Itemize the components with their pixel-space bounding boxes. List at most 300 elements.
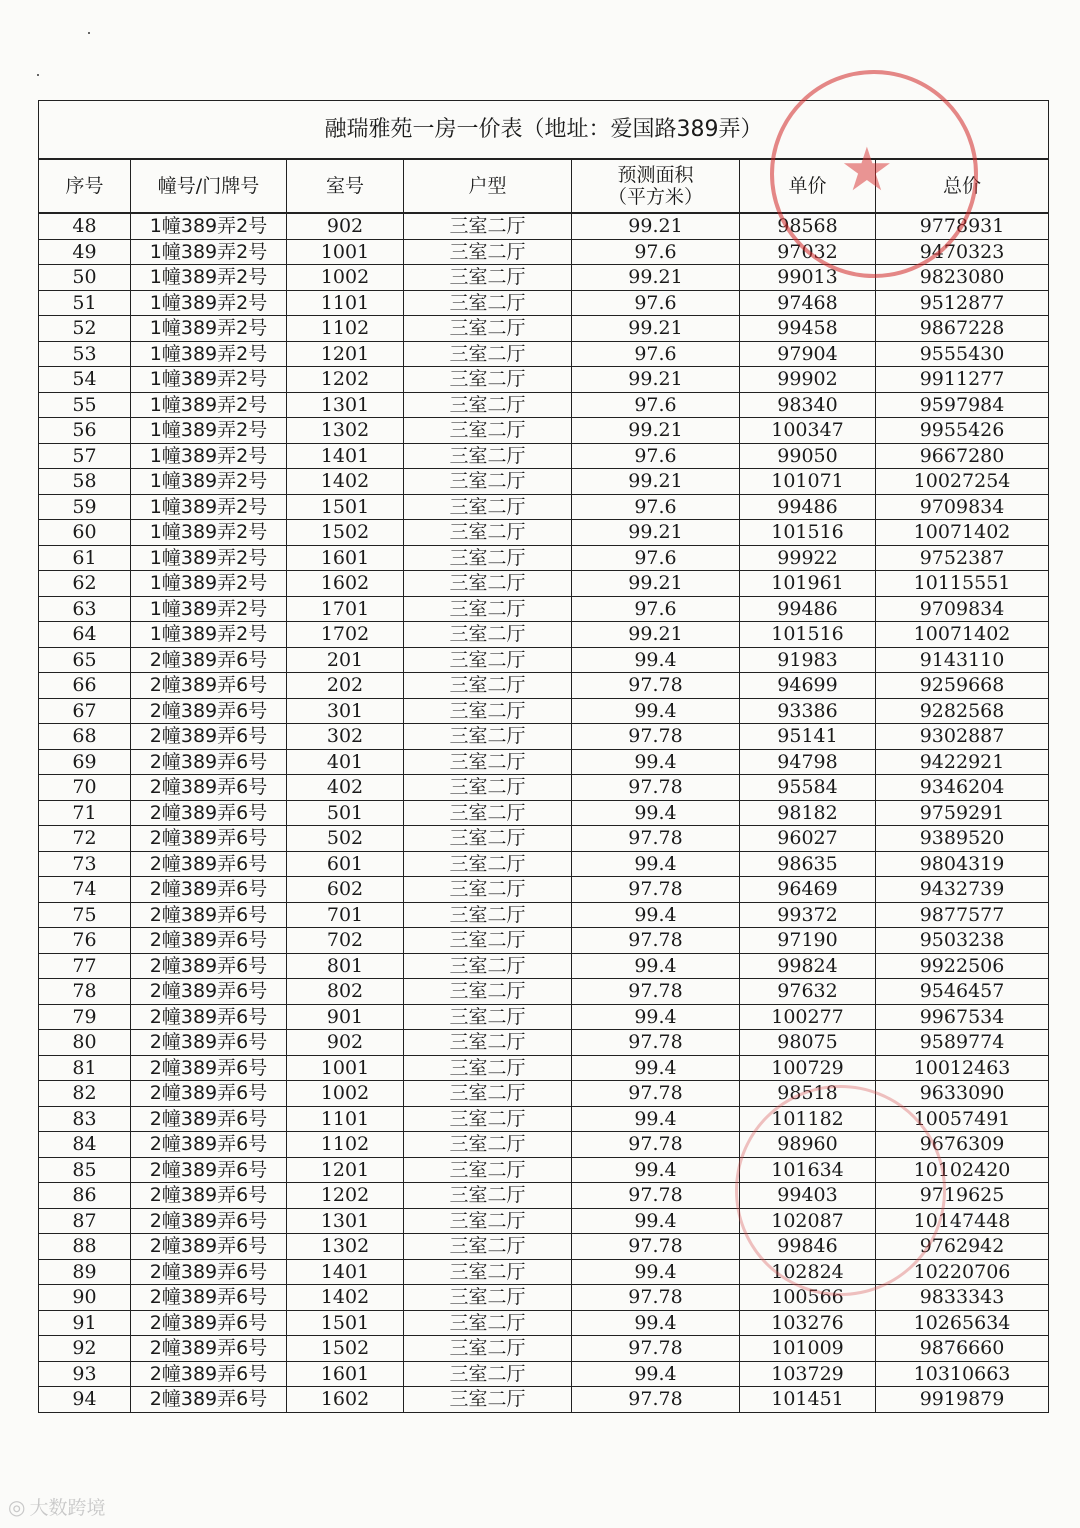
table-row bbox=[39, 1081, 1049, 1107]
cell-room: 702 bbox=[287, 928, 404, 954]
cell-area: 97.78 bbox=[572, 979, 740, 1005]
cell-index: 79 bbox=[39, 1004, 131, 1030]
cell-layout: 三室二厅 bbox=[404, 1055, 572, 1081]
cell-index: 48 bbox=[39, 213, 131, 239]
cell-unit-price: 99372 bbox=[740, 902, 876, 928]
table-row bbox=[39, 213, 1049, 239]
cell-layout: 三室二厅 bbox=[404, 1132, 572, 1158]
cell-unit-price: 98960 bbox=[740, 1132, 876, 1158]
cell-unit-price: 101182 bbox=[740, 1106, 876, 1132]
table-row bbox=[39, 775, 1049, 801]
cell-layout: 三室二厅 bbox=[404, 1387, 572, 1413]
cell-unit-price: 99486 bbox=[740, 596, 876, 622]
cell-index: 77 bbox=[39, 953, 131, 979]
table-row bbox=[39, 239, 1049, 265]
cell-building: 2幢389弄6号 bbox=[131, 979, 287, 1005]
cell-room: 1001 bbox=[287, 1055, 404, 1081]
cell-layout: 三室二厅 bbox=[404, 443, 572, 469]
cell-total-price: 9667280 bbox=[876, 443, 1049, 469]
cell-total-price: 9282568 bbox=[876, 698, 1049, 724]
table-row bbox=[39, 443, 1049, 469]
cell-room: 1602 bbox=[287, 1387, 404, 1413]
cell-index: 74 bbox=[39, 877, 131, 903]
header-index: 序号 bbox=[39, 159, 131, 213]
cell-area: 99.21 bbox=[572, 571, 740, 597]
cell-building: 2幢389弄6号 bbox=[131, 1285, 287, 1311]
cell-unit-price: 98568 bbox=[740, 213, 876, 239]
cell-total-price: 9709834 bbox=[876, 596, 1049, 622]
cell-area: 97.78 bbox=[572, 775, 740, 801]
cell-layout: 三室二厅 bbox=[404, 724, 572, 750]
cell-index: 67 bbox=[39, 698, 131, 724]
cell-total-price: 10071402 bbox=[876, 520, 1049, 546]
cell-total-price: 9823080 bbox=[876, 265, 1049, 291]
cell-building: 2幢389弄6号 bbox=[131, 902, 287, 928]
cell-layout: 三室二厅 bbox=[404, 1285, 572, 1311]
cell-total-price: 10115551 bbox=[876, 571, 1049, 597]
cell-room: 401 bbox=[287, 749, 404, 775]
cell-index: 94 bbox=[39, 1387, 131, 1413]
cell-layout: 三室二厅 bbox=[404, 851, 572, 877]
cell-area: 97.6 bbox=[572, 290, 740, 316]
cell-area: 99.21 bbox=[572, 469, 740, 495]
cell-room: 701 bbox=[287, 902, 404, 928]
cell-room: 1302 bbox=[287, 1234, 404, 1260]
cell-layout: 三室二厅 bbox=[404, 545, 572, 571]
cell-building: 2幢389弄6号 bbox=[131, 877, 287, 903]
cell-unit-price: 102824 bbox=[740, 1259, 876, 1285]
cell-building: 2幢389弄6号 bbox=[131, 1055, 287, 1081]
cell-area: 97.6 bbox=[572, 596, 740, 622]
cell-index: 50 bbox=[39, 265, 131, 291]
cell-index: 63 bbox=[39, 596, 131, 622]
cell-area: 99.4 bbox=[572, 1310, 740, 1336]
cell-index: 90 bbox=[39, 1285, 131, 1311]
cell-building: 1幢389弄2号 bbox=[131, 213, 287, 239]
cell-area: 99.4 bbox=[572, 1361, 740, 1387]
cell-total-price: 9719625 bbox=[876, 1183, 1049, 1209]
cell-layout: 三室二厅 bbox=[404, 520, 572, 546]
table-row bbox=[39, 596, 1049, 622]
cell-room: 1601 bbox=[287, 1361, 404, 1387]
cell-room: 201 bbox=[287, 647, 404, 673]
table-row bbox=[39, 749, 1049, 775]
cell-total-price: 9762942 bbox=[876, 1234, 1049, 1260]
cell-unit-price: 101451 bbox=[740, 1387, 876, 1413]
cell-index: 93 bbox=[39, 1361, 131, 1387]
cell-building: 1幢389弄2号 bbox=[131, 265, 287, 291]
cell-building: 2幢389弄6号 bbox=[131, 1157, 287, 1183]
cell-area: 99.4 bbox=[572, 851, 740, 877]
cell-room: 1102 bbox=[287, 316, 404, 342]
cell-total-price: 10265634 bbox=[876, 1310, 1049, 1336]
cell-area: 97.78 bbox=[572, 1387, 740, 1413]
table-row bbox=[39, 418, 1049, 444]
table-row bbox=[39, 1234, 1049, 1260]
cell-area: 99.4 bbox=[572, 1157, 740, 1183]
cell-room: 1402 bbox=[287, 469, 404, 495]
cell-area: 99.4 bbox=[572, 1208, 740, 1234]
cell-unit-price: 99050 bbox=[740, 443, 876, 469]
cell-total-price: 9259668 bbox=[876, 673, 1049, 699]
table-row bbox=[39, 953, 1049, 979]
cell-total-price: 9955426 bbox=[876, 418, 1049, 444]
table-row bbox=[39, 520, 1049, 546]
cell-layout: 三室二厅 bbox=[404, 1336, 572, 1362]
cell-layout: 三室二厅 bbox=[404, 775, 572, 801]
cell-unit-price: 97904 bbox=[740, 341, 876, 367]
cell-building: 2幢389弄6号 bbox=[131, 1336, 287, 1362]
cell-building: 1幢389弄2号 bbox=[131, 622, 287, 648]
cell-room: 1102 bbox=[287, 1132, 404, 1158]
cell-index: 92 bbox=[39, 1336, 131, 1362]
cell-layout: 三室二厅 bbox=[404, 749, 572, 775]
cell-total-price: 9922506 bbox=[876, 953, 1049, 979]
cell-layout: 三室二厅 bbox=[404, 1183, 572, 1209]
cell-area: 97.78 bbox=[572, 1336, 740, 1362]
cell-unit-price: 99403 bbox=[740, 1183, 876, 1209]
cell-building: 1幢389弄2号 bbox=[131, 392, 287, 418]
cell-building: 1幢389弄2号 bbox=[131, 596, 287, 622]
table-row bbox=[39, 1106, 1049, 1132]
cell-index: 66 bbox=[39, 673, 131, 699]
cell-unit-price: 101634 bbox=[740, 1157, 876, 1183]
cell-room: 501 bbox=[287, 800, 404, 826]
weibo-icon: ◎ bbox=[8, 1494, 26, 1519]
cell-layout: 三室二厅 bbox=[404, 418, 572, 444]
cell-area: 99.21 bbox=[572, 622, 740, 648]
cell-area: 99.4 bbox=[572, 749, 740, 775]
cell-room: 502 bbox=[287, 826, 404, 852]
cell-room: 1101 bbox=[287, 290, 404, 316]
cell-building: 2幢389弄6号 bbox=[131, 1132, 287, 1158]
watermark-text: 大数跨境 bbox=[29, 1497, 106, 1519]
cell-building: 1幢389弄2号 bbox=[131, 545, 287, 571]
table-row bbox=[39, 367, 1049, 393]
cell-building: 2幢389弄6号 bbox=[131, 749, 287, 775]
cell-room: 1101 bbox=[287, 1106, 404, 1132]
cell-layout: 三室二厅 bbox=[404, 877, 572, 903]
table-row bbox=[39, 1336, 1049, 1362]
cell-unit-price: 100566 bbox=[740, 1285, 876, 1311]
table-row bbox=[39, 1183, 1049, 1209]
cell-total-price: 9422921 bbox=[876, 749, 1049, 775]
cell-total-price: 9877577 bbox=[876, 902, 1049, 928]
cell-unit-price: 101516 bbox=[740, 520, 876, 546]
cell-total-price: 9346204 bbox=[876, 775, 1049, 801]
cell-total-price: 9302887 bbox=[876, 724, 1049, 750]
cell-total-price: 9876660 bbox=[876, 1336, 1049, 1362]
cell-index: 83 bbox=[39, 1106, 131, 1132]
cell-layout: 三室二厅 bbox=[404, 1106, 572, 1132]
cell-room: 1301 bbox=[287, 1208, 404, 1234]
table-row bbox=[39, 469, 1049, 495]
table-row bbox=[39, 571, 1049, 597]
cell-total-price: 9143110 bbox=[876, 647, 1049, 673]
cell-layout: 三室二厅 bbox=[404, 953, 572, 979]
cell-room: 802 bbox=[287, 979, 404, 1005]
cell-total-price: 9804319 bbox=[876, 851, 1049, 877]
cell-building: 2幢389弄6号 bbox=[131, 724, 287, 750]
table-row bbox=[39, 851, 1049, 877]
cell-layout: 三室二厅 bbox=[404, 1310, 572, 1336]
table-row bbox=[39, 1030, 1049, 1056]
table-row bbox=[39, 1208, 1049, 1234]
cell-layout: 三室二厅 bbox=[404, 265, 572, 291]
cell-building: 2幢389弄6号 bbox=[131, 647, 287, 673]
cell-room: 1401 bbox=[287, 443, 404, 469]
table-header-row bbox=[39, 159, 1049, 213]
cell-room: 1402 bbox=[287, 1285, 404, 1311]
cell-area: 97.78 bbox=[572, 1132, 740, 1158]
cell-total-price: 10102420 bbox=[876, 1157, 1049, 1183]
table-row bbox=[39, 494, 1049, 520]
watermark bbox=[8, 1493, 105, 1520]
cell-room: 1601 bbox=[287, 545, 404, 571]
cell-room: 902 bbox=[287, 213, 404, 239]
cell-area: 97.78 bbox=[572, 1183, 740, 1209]
cell-layout: 三室二厅 bbox=[404, 1361, 572, 1387]
table-row bbox=[39, 290, 1049, 316]
cell-area: 99.4 bbox=[572, 698, 740, 724]
cell-unit-price: 98635 bbox=[740, 851, 876, 877]
cell-building: 2幢389弄6号 bbox=[131, 1208, 287, 1234]
cell-unit-price: 100729 bbox=[740, 1055, 876, 1081]
cell-unit-price: 99922 bbox=[740, 545, 876, 571]
cell-index: 59 bbox=[39, 494, 131, 520]
cell-area: 99.21 bbox=[572, 367, 740, 393]
cell-total-price: 9512877 bbox=[876, 290, 1049, 316]
cell-room: 1202 bbox=[287, 367, 404, 393]
table-row bbox=[39, 877, 1049, 903]
cell-total-price: 9676309 bbox=[876, 1132, 1049, 1158]
cell-room: 1501 bbox=[287, 494, 404, 520]
cell-unit-price: 99486 bbox=[740, 494, 876, 520]
cell-room: 202 bbox=[287, 673, 404, 699]
cell-unit-price: 94798 bbox=[740, 749, 876, 775]
cell-total-price: 9867228 bbox=[876, 316, 1049, 342]
cell-area: 99.4 bbox=[572, 1106, 740, 1132]
table-row bbox=[39, 724, 1049, 750]
cell-area: 99.4 bbox=[572, 1259, 740, 1285]
cell-total-price: 9967534 bbox=[876, 1004, 1049, 1030]
cell-layout: 三室二厅 bbox=[404, 316, 572, 342]
cell-building: 2幢389弄6号 bbox=[131, 1183, 287, 1209]
cell-unit-price: 98518 bbox=[740, 1081, 876, 1107]
cell-unit-price: 93386 bbox=[740, 698, 876, 724]
cell-area: 97.78 bbox=[572, 673, 740, 699]
table-row bbox=[39, 265, 1049, 291]
cell-unit-price: 99458 bbox=[740, 316, 876, 342]
cell-building: 1幢389弄2号 bbox=[131, 316, 287, 342]
cell-building: 2幢389弄6号 bbox=[131, 953, 287, 979]
table-row bbox=[39, 902, 1049, 928]
cell-layout: 三室二厅 bbox=[404, 392, 572, 418]
cell-room: 1002 bbox=[287, 1081, 404, 1107]
cell-layout: 三室二厅 bbox=[404, 979, 572, 1005]
cell-room: 301 bbox=[287, 698, 404, 724]
cell-building: 2幢389弄6号 bbox=[131, 1030, 287, 1056]
cell-unit-price: 95584 bbox=[740, 775, 876, 801]
cell-total-price: 10220706 bbox=[876, 1259, 1049, 1285]
table-row bbox=[39, 1055, 1049, 1081]
cell-index: 70 bbox=[39, 775, 131, 801]
cell-area: 97.78 bbox=[572, 928, 740, 954]
cell-unit-price: 100347 bbox=[740, 418, 876, 444]
cell-area: 97.6 bbox=[572, 494, 740, 520]
cell-layout: 三室二厅 bbox=[404, 698, 572, 724]
cell-area: 97.6 bbox=[572, 443, 740, 469]
cell-index: 73 bbox=[39, 851, 131, 877]
cell-unit-price: 99846 bbox=[740, 1234, 876, 1260]
cell-total-price: 9752387 bbox=[876, 545, 1049, 571]
cell-room: 1202 bbox=[287, 1183, 404, 1209]
cell-area: 97.78 bbox=[572, 826, 740, 852]
cell-building: 2幢389弄6号 bbox=[131, 1106, 287, 1132]
cell-building: 1幢389弄2号 bbox=[131, 290, 287, 316]
table-row bbox=[39, 1310, 1049, 1336]
cell-area: 97.78 bbox=[572, 877, 740, 903]
cell-index: 82 bbox=[39, 1081, 131, 1107]
cell-index: 89 bbox=[39, 1259, 131, 1285]
cell-room: 1502 bbox=[287, 520, 404, 546]
cell-index: 65 bbox=[39, 647, 131, 673]
table-row bbox=[39, 1387, 1049, 1413]
cell-layout: 三室二厅 bbox=[404, 213, 572, 239]
cell-room: 1701 bbox=[287, 596, 404, 622]
cell-area: 99.4 bbox=[572, 800, 740, 826]
cell-index: 61 bbox=[39, 545, 131, 571]
cell-layout: 三室二厅 bbox=[404, 1259, 572, 1285]
price-list-sheet bbox=[38, 100, 1048, 1413]
cell-index: 54 bbox=[39, 367, 131, 393]
cell-unit-price: 101071 bbox=[740, 469, 876, 495]
cell-unit-price: 97632 bbox=[740, 979, 876, 1005]
cell-index: 56 bbox=[39, 418, 131, 444]
cell-index: 68 bbox=[39, 724, 131, 750]
table-row bbox=[39, 1361, 1049, 1387]
cell-index: 69 bbox=[39, 749, 131, 775]
cell-building: 1幢389弄2号 bbox=[131, 239, 287, 265]
cell-area: 97.78 bbox=[572, 1234, 740, 1260]
cell-total-price: 10147448 bbox=[876, 1208, 1049, 1234]
cell-building: 1幢389弄2号 bbox=[131, 418, 287, 444]
cell-unit-price: 91983 bbox=[740, 647, 876, 673]
cell-index: 53 bbox=[39, 341, 131, 367]
cell-index: 84 bbox=[39, 1132, 131, 1158]
cell-room: 1201 bbox=[287, 1157, 404, 1183]
cell-building: 2幢389弄6号 bbox=[131, 1259, 287, 1285]
cell-unit-price: 101516 bbox=[740, 622, 876, 648]
cell-index: 91 bbox=[39, 1310, 131, 1336]
cell-index: 64 bbox=[39, 622, 131, 648]
cell-index: 85 bbox=[39, 1157, 131, 1183]
cell-area: 97.6 bbox=[572, 545, 740, 571]
cell-unit-price: 100277 bbox=[740, 1004, 876, 1030]
cell-room: 1302 bbox=[287, 418, 404, 444]
cell-unit-price: 101009 bbox=[740, 1336, 876, 1362]
price-table bbox=[38, 100, 1049, 1413]
cell-total-price: 9432739 bbox=[876, 877, 1049, 903]
cell-layout: 三室二厅 bbox=[404, 1004, 572, 1030]
cell-room: 1001 bbox=[287, 239, 404, 265]
table-row bbox=[39, 647, 1049, 673]
cell-index: 51 bbox=[39, 290, 131, 316]
cell-area: 97.6 bbox=[572, 392, 740, 418]
cell-area: 97.78 bbox=[572, 1285, 740, 1311]
table-body bbox=[39, 213, 1049, 1412]
cell-unit-price: 97190 bbox=[740, 928, 876, 954]
cell-layout: 三室二厅 bbox=[404, 341, 572, 367]
cell-total-price: 10071402 bbox=[876, 622, 1049, 648]
cell-total-price: 9919879 bbox=[876, 1387, 1049, 1413]
table-row bbox=[39, 673, 1049, 699]
cell-layout: 三室二厅 bbox=[404, 596, 572, 622]
cell-building: 1幢389弄2号 bbox=[131, 367, 287, 393]
cell-layout: 三室二厅 bbox=[404, 494, 572, 520]
cell-room: 901 bbox=[287, 1004, 404, 1030]
cell-layout: 三室二厅 bbox=[404, 469, 572, 495]
cell-layout: 三室二厅 bbox=[404, 571, 572, 597]
cell-area: 99.4 bbox=[572, 1004, 740, 1030]
cell-total-price: 9546457 bbox=[876, 979, 1049, 1005]
cell-area: 99.21 bbox=[572, 418, 740, 444]
scan-speck bbox=[37, 74, 39, 76]
cell-layout: 三室二厅 bbox=[404, 239, 572, 265]
cell-building: 2幢389弄6号 bbox=[131, 800, 287, 826]
cell-area: 97.78 bbox=[572, 724, 740, 750]
cell-room: 1502 bbox=[287, 1336, 404, 1362]
cell-total-price: 9633090 bbox=[876, 1081, 1049, 1107]
cell-index: 87 bbox=[39, 1208, 131, 1234]
cell-room: 1501 bbox=[287, 1310, 404, 1336]
cell-room: 1702 bbox=[287, 622, 404, 648]
cell-unit-price: 97468 bbox=[740, 290, 876, 316]
cell-layout: 三室二厅 bbox=[404, 367, 572, 393]
cell-building: 1幢389弄2号 bbox=[131, 443, 287, 469]
cell-index: 78 bbox=[39, 979, 131, 1005]
cell-unit-price: 96027 bbox=[740, 826, 876, 852]
cell-total-price: 9597984 bbox=[876, 392, 1049, 418]
cell-building: 2幢389弄6号 bbox=[131, 851, 287, 877]
cell-area: 99.4 bbox=[572, 953, 740, 979]
cell-building: 1幢389弄2号 bbox=[131, 520, 287, 546]
cell-index: 81 bbox=[39, 1055, 131, 1081]
cell-unit-price: 96469 bbox=[740, 877, 876, 903]
cell-unit-price: 99902 bbox=[740, 367, 876, 393]
cell-index: 58 bbox=[39, 469, 131, 495]
table-row bbox=[39, 392, 1049, 418]
cell-layout: 三室二厅 bbox=[404, 928, 572, 954]
cell-unit-price: 97032 bbox=[740, 239, 876, 265]
cell-index: 55 bbox=[39, 392, 131, 418]
cell-unit-price: 94699 bbox=[740, 673, 876, 699]
cell-index: 76 bbox=[39, 928, 131, 954]
cell-unit-price: 103729 bbox=[740, 1361, 876, 1387]
cell-unit-price: 103276 bbox=[740, 1310, 876, 1336]
cell-total-price: 9778931 bbox=[876, 213, 1049, 239]
cell-area: 97.6 bbox=[572, 341, 740, 367]
table-row bbox=[39, 826, 1049, 852]
cell-total-price: 10027254 bbox=[876, 469, 1049, 495]
cell-unit-price: 95141 bbox=[740, 724, 876, 750]
cell-layout: 三室二厅 bbox=[404, 1081, 572, 1107]
cell-area: 99.21 bbox=[572, 265, 740, 291]
cell-building: 1幢389弄2号 bbox=[131, 494, 287, 520]
cell-building: 2幢389弄6号 bbox=[131, 1361, 287, 1387]
cell-index: 72 bbox=[39, 826, 131, 852]
table-row bbox=[39, 979, 1049, 1005]
